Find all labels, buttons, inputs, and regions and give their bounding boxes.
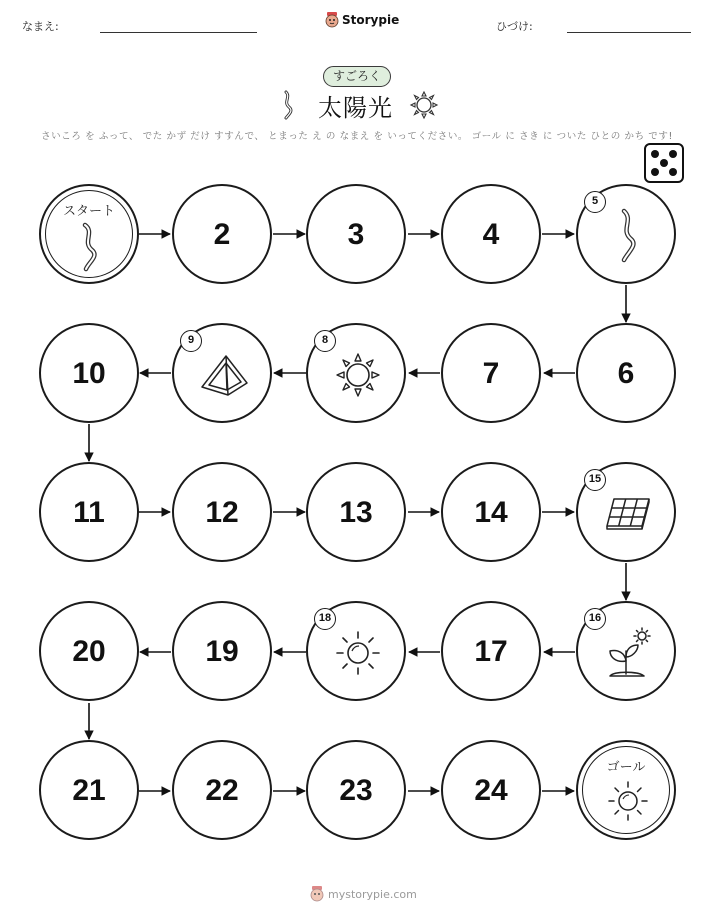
space-2: 2 bbox=[172, 184, 272, 284]
space-23: 23 bbox=[306, 740, 406, 840]
goal-label: ゴール bbox=[606, 760, 646, 775]
start-label: スタート bbox=[62, 204, 115, 219]
date-label: ひづけ: bbox=[496, 20, 533, 33]
space-24: 24 bbox=[441, 740, 541, 840]
space-12: 12 bbox=[172, 462, 272, 562]
badge-15: 15 bbox=[584, 469, 606, 491]
space-11: 11 bbox=[39, 462, 139, 562]
space-7: 7 bbox=[441, 323, 541, 423]
footer-url[interactable]: mystorypie.com bbox=[328, 887, 417, 901]
instructions: さいころ を ふって、 でた かず だけ すすんで、 とまった え の なまえ を いってください。 ゴール に さき に ついた ひとの かち です! bbox=[41, 131, 673, 142]
pyramid-prism-icon bbox=[198, 353, 250, 397]
sprouting-plant-icon bbox=[606, 627, 652, 681]
badge-9: 9 bbox=[180, 330, 202, 352]
storypie-mascot-icon bbox=[310, 886, 324, 902]
solar-panel-icon bbox=[604, 496, 652, 532]
space-10: 10 bbox=[39, 323, 139, 423]
start-space bbox=[39, 184, 139, 284]
space-14: 14 bbox=[441, 462, 541, 562]
name-label: なまえ: bbox=[22, 20, 59, 33]
sunshine-icon bbox=[334, 629, 382, 677]
badge-8: 8 bbox=[314, 330, 336, 352]
space-22: 22 bbox=[172, 740, 272, 840]
game-type-tag: すごろく bbox=[323, 66, 391, 87]
space-3: 3 bbox=[306, 184, 406, 284]
space-20: 20 bbox=[39, 601, 139, 701]
space-6: 6 bbox=[576, 323, 676, 423]
page-title: 太陽光 bbox=[318, 94, 393, 122]
space-4: 4 bbox=[441, 184, 541, 284]
space-13: 13 bbox=[306, 462, 406, 562]
brand-name: Storypie bbox=[342, 13, 400, 27]
space-19: 19 bbox=[172, 601, 272, 701]
sun-icon bbox=[334, 351, 382, 399]
badge-16: 16 bbox=[584, 608, 606, 630]
space-21: 21 bbox=[39, 740, 139, 840]
footer bbox=[310, 886, 417, 902]
badge-5: 5 bbox=[584, 191, 606, 213]
badge-18: 18 bbox=[314, 608, 336, 630]
sunshine-icon bbox=[607, 780, 649, 822]
light-ray-icon bbox=[79, 222, 101, 272]
space-17: 17 bbox=[441, 601, 541, 701]
light-ray-icon bbox=[616, 208, 640, 264]
goal-space bbox=[576, 740, 676, 840]
